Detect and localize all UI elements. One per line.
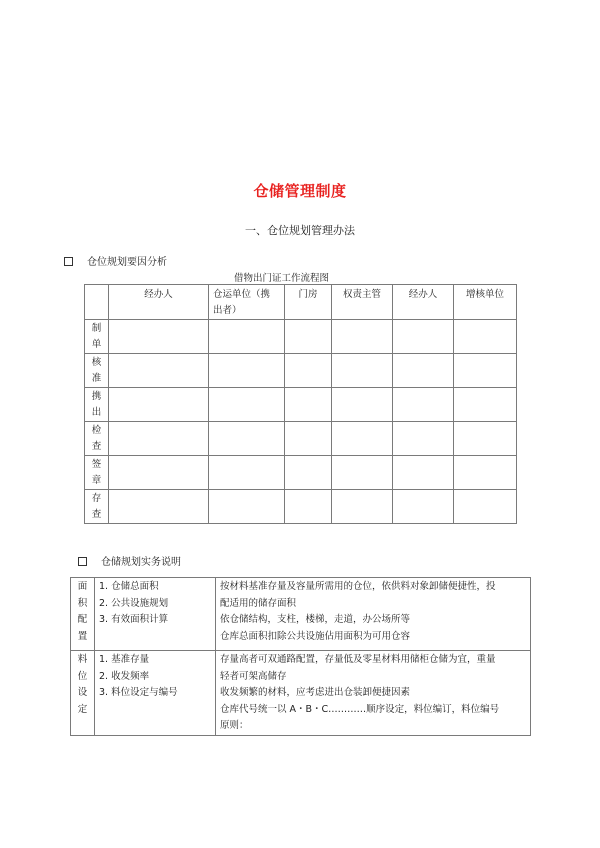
table-row xyxy=(71,578,531,651)
description-cell xyxy=(216,651,531,736)
table-cell xyxy=(393,388,454,422)
header-cell: 权责主管 xyxy=(332,285,393,320)
table-cell xyxy=(454,354,517,388)
table-cell xyxy=(109,490,209,524)
table-cell xyxy=(332,320,393,354)
row-label xyxy=(85,490,109,524)
row-label-char: 积 xyxy=(77,597,88,609)
table-cell xyxy=(285,490,332,524)
workflow-table xyxy=(84,284,517,524)
item-list xyxy=(95,651,216,736)
table-cell xyxy=(285,456,332,490)
table-cell xyxy=(393,490,454,524)
row-label-char: 出 xyxy=(91,407,102,418)
description-line: 按材料基准存量及容量所需用的仓位，依供料对象卸储便捷性，投 xyxy=(220,581,496,592)
table-cell xyxy=(454,422,517,456)
list-item: 3. 有效面积计算 xyxy=(99,614,169,625)
row-label xyxy=(71,578,95,651)
table-row xyxy=(85,456,517,490)
description-line: 依仓储结构，支柱，楼梯，走道，办公场所等 xyxy=(220,614,411,625)
list-item: 3. 料位设定与编号 xyxy=(99,687,178,698)
table-cell xyxy=(454,490,517,524)
table-cell xyxy=(109,320,209,354)
table-row xyxy=(85,320,517,354)
table-cell xyxy=(454,388,517,422)
row-label-char: 单 xyxy=(91,339,102,350)
section-heading-2 xyxy=(78,553,181,568)
row-label-char: 核 xyxy=(91,357,102,368)
row-label-char: 携 xyxy=(91,391,102,402)
table-cell xyxy=(332,354,393,388)
table-cell xyxy=(209,456,285,490)
row-label xyxy=(71,651,95,736)
checkbox-empty-icon xyxy=(78,557,87,566)
table-cell xyxy=(109,388,209,422)
section-1-heading-text: 仓位规划要因分析 xyxy=(87,257,167,268)
table-cell xyxy=(109,354,209,388)
item-list xyxy=(95,578,216,651)
row-label-char: 查 xyxy=(91,509,102,520)
row-label-char: 制 xyxy=(91,323,102,334)
table-cell xyxy=(332,456,393,490)
header-cell-empty xyxy=(85,285,109,320)
table-cell xyxy=(393,354,454,388)
row-label xyxy=(85,456,109,490)
header-line: 出者） xyxy=(213,305,242,316)
table-cell xyxy=(285,422,332,456)
header-line: 仓运单位（携 xyxy=(213,289,271,300)
table-cell xyxy=(209,388,285,422)
row-label-char: 配 xyxy=(77,614,88,625)
table-cell xyxy=(393,456,454,490)
table-cell xyxy=(454,456,517,490)
table-caption: 借物出门证工作流程图 xyxy=(234,273,330,284)
table-cell xyxy=(209,422,285,456)
description-line: 配适用的储存面积 xyxy=(220,597,297,609)
table-cell xyxy=(209,354,285,388)
description-line: 存量高者可双通路配置，存量低及零星材料用储柜仓储为宜，重量 xyxy=(220,654,496,665)
checkbox-empty-icon xyxy=(64,257,73,266)
row-label-char: 面 xyxy=(77,581,88,592)
description-cell xyxy=(216,578,531,651)
header-cell: 经办人 xyxy=(393,285,454,320)
header-cell: 增核单位 xyxy=(454,285,517,320)
row-label xyxy=(85,354,109,388)
table-cell xyxy=(332,422,393,456)
row-label-char: 位 xyxy=(77,670,88,682)
table-cell xyxy=(209,490,285,524)
table-cell xyxy=(109,456,209,490)
header-cell xyxy=(209,285,285,320)
table-cell xyxy=(285,320,332,354)
table-row xyxy=(85,354,517,388)
table-row xyxy=(85,422,517,456)
description-line: 仓库总面积扣除公共设施佔用面积为可用仓容 xyxy=(220,630,411,642)
table-cell xyxy=(332,388,393,422)
row-label-char: 定 xyxy=(77,703,88,715)
list-item: 1. 基准存量 xyxy=(99,654,150,665)
list-item: 2. 公共设施规划 xyxy=(99,597,169,609)
description-line: 轻者可架高储存 xyxy=(220,670,287,682)
row-label xyxy=(85,320,109,354)
table-cell xyxy=(393,422,454,456)
row-label-char: 检 xyxy=(91,425,102,436)
table-row xyxy=(85,388,517,422)
table-cell xyxy=(454,320,517,354)
document-title: 仓储管理制度 xyxy=(253,182,347,200)
section-2-heading-text: 仓储规划实务说明 xyxy=(101,557,181,568)
table-header-row xyxy=(85,285,517,320)
row-label xyxy=(85,388,109,422)
practice-table xyxy=(70,577,531,736)
description-line: 收发频繁的材料，应考虑进出仓装卸便捷因素 xyxy=(220,687,411,698)
table-cell xyxy=(285,388,332,422)
row-label-char: 置 xyxy=(77,630,88,642)
section-heading-1 xyxy=(64,253,167,268)
row-label-char: 存 xyxy=(91,493,102,504)
list-item: 2. 收发频率 xyxy=(99,670,150,682)
description-line: 仓库代号统一以 A・B・C…………顺序设定，料位编订，料位编号 xyxy=(220,703,500,715)
table-cell xyxy=(209,320,285,354)
table-cell xyxy=(109,422,209,456)
header-cell: 门房 xyxy=(285,285,332,320)
table-cell xyxy=(285,354,332,388)
table-row xyxy=(85,490,517,524)
list-item: 1. 仓储总面积 xyxy=(99,581,159,592)
table-row xyxy=(71,651,531,736)
description-line: 原则： xyxy=(220,720,249,731)
row-label-char: 设 xyxy=(77,687,88,698)
document-subtitle: 一、仓位规划管理办法 xyxy=(245,224,355,237)
row-label xyxy=(85,422,109,456)
header-cell: 经办人 xyxy=(109,285,209,320)
table-cell xyxy=(393,320,454,354)
row-label-char: 料 xyxy=(77,654,88,665)
row-label-char: 章 xyxy=(91,475,102,486)
row-label-char: 准 xyxy=(91,373,102,384)
row-label-char: 签 xyxy=(91,459,102,470)
row-label-char: 查 xyxy=(91,441,102,452)
table-cell xyxy=(332,490,393,524)
